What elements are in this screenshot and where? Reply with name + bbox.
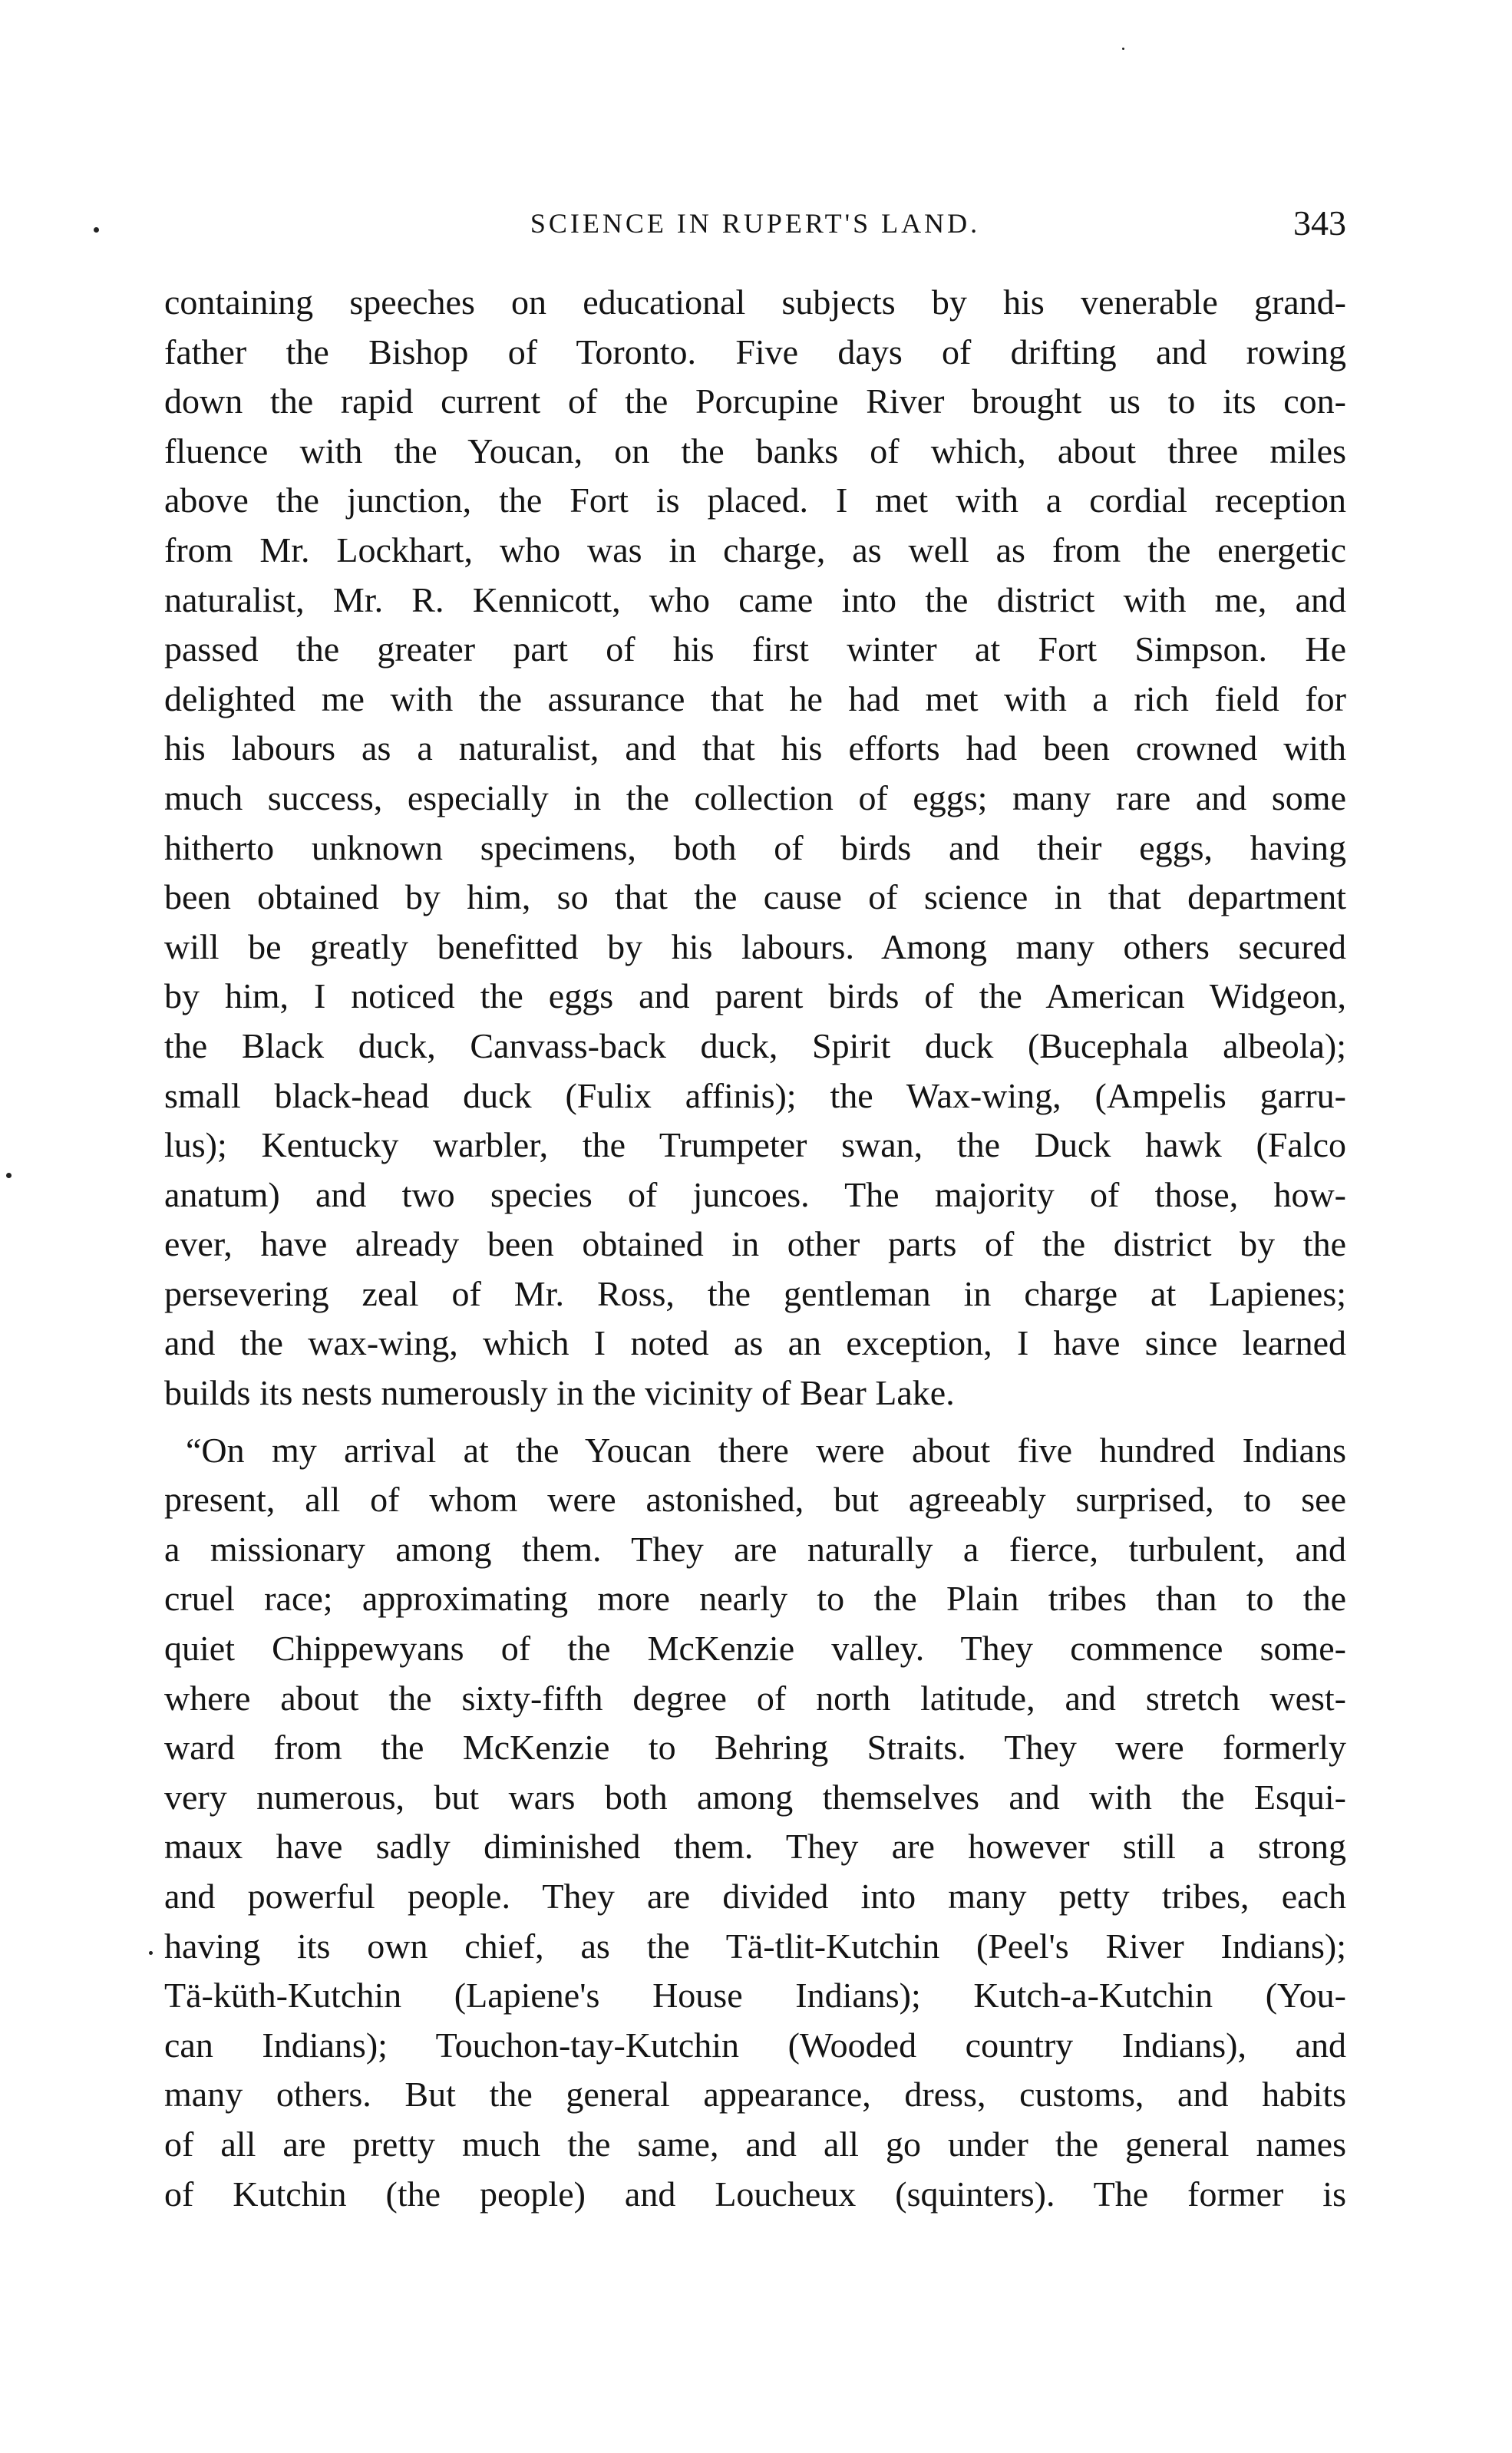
text-line: “On my arrival at the Youcan there were about five hundred Indians [186, 1430, 1346, 1470]
text-line: above the junction, the Fort is placed. I met with a cordial reception [164, 480, 1346, 520]
text-line: Tä-küth-Kutchin (Lapiene's House Indians); Kutch-a-Kutchin (You- [164, 1976, 1346, 2016]
text-line: can Indians); Touchon-tay-Kutchin (Wooded country Indians), and [164, 2025, 1346, 2065]
text-line: passed the greater part of his first winter at Fort Simpson. He [164, 629, 1346, 669]
page-header [164, 203, 1346, 253]
text-line: will be greatly benefitted by his labours. Among many others secured [164, 926, 1346, 966]
text-line: much success, especially in the collection of eggs; many rare and some [164, 777, 1346, 817]
margin-speck [94, 227, 99, 233]
text-line: hitherto unknown specimens, both of birds and their eggs, having [164, 827, 1346, 867]
text-line: ward from the McKenzie to Behring Straits. They were formerly [164, 1728, 1346, 1768]
text-line: anatum) and two species of juncoes. The majority of those, how- [164, 1174, 1346, 1214]
margin-speck [149, 1951, 153, 1955]
text-line: the Black duck, Canvass-back duck, Spirit duck (Bucephala albeola); [164, 1025, 1346, 1065]
text-line: by him, I noticed the eggs and parent birds of the American Widgeon, [164, 976, 1346, 1016]
text-line: quiet Chippewyans of the McKenzie valley. They commence some- [164, 1629, 1346, 1669]
paragraph [164, 278, 1346, 1418]
text-line: of all are pretty much the same, and all go under the general names [164, 2124, 1346, 2164]
text-line: ever, have already been obtained in other parts of the district by the [164, 1224, 1346, 1264]
text-line: many others. But the general appearance, dress, customs, and habits [164, 2075, 1346, 2115]
text-line: fluence with the Youcan, on the banks of which, about three miles [164, 431, 1346, 470]
text-line: a missionary among them. They are naturally a fierce, turbulent, and [164, 1529, 1346, 1569]
text-line: down the rapid current of the Porcupine River brought us to its con- [164, 381, 1346, 421]
text-line: containing speeches on educational subjects by his venerable grand- [164, 282, 1346, 322]
paragraph [164, 1426, 1346, 2220]
text-line: and powerful people. They are divided into many petty tribes, each [164, 1877, 1346, 1916]
page-body [164, 278, 1346, 2219]
text-line: cruel race; approximating more nearly to the Plain tribes than to the [164, 1579, 1346, 1619]
text-line: maux have sadly diminished them. They are however still a strong [164, 1827, 1346, 1867]
text-line: delighted me with the assurance that he had met with a rich field for [164, 678, 1346, 718]
text-line: persevering zeal of Mr. Ross, the gentleman in charge at Lapienes; [164, 1273, 1346, 1313]
margin-speck [6, 1173, 12, 1178]
text-line: small black-head duck (Fulix affinis); the Wax-wing, (Ampelis garru- [164, 1075, 1346, 1115]
text-line: builds its nests numerously in the vicinity of Bear Lake. [164, 1373, 955, 1413]
text-line: of Kutchin (the people) and Loucheux (squinters). The former is [164, 2174, 1346, 2214]
text-line: having its own chief, as the Tä-tlit-Kutchin (Peel's River Indians); [164, 1926, 1346, 1966]
margin-speck [1122, 48, 1124, 50]
text-line: lus); Kentucky warbler, the Trumpeter swan, the Duck hawk (Falco [164, 1125, 1346, 1165]
text-line: naturalist, Mr. R. Kennicott, who came into the district with me, and [164, 579, 1346, 619]
text-line: where about the sixty-fifth degree of north latitude, and stretch west- [164, 1678, 1346, 1718]
text-line: been obtained by him, so that the cause of science in that department [164, 877, 1346, 917]
paragraph-gap [164, 1418, 1346, 1426]
text-line: his labours as a naturalist, and that his efforts had been crowned with [164, 728, 1346, 768]
text-line: very numerous, but wars both among themselves and with the Esqui- [164, 1777, 1346, 1817]
text-line: present, all of whom were astonished, but agreeably surprised, to see [164, 1480, 1346, 1520]
page-number: 343 [1293, 203, 1346, 243]
text-line: and the wax-wing, which I noted as an exception, I have since learned [164, 1323, 1346, 1363]
text-line: father the Bishop of Toronto. Five days of drifting and rowing [164, 332, 1346, 371]
running-title: SCIENCE IN RUPERT'S LAND. [530, 208, 981, 239]
text-line: from Mr. Lockhart, who was in charge, as well as from the energetic [164, 530, 1346, 570]
